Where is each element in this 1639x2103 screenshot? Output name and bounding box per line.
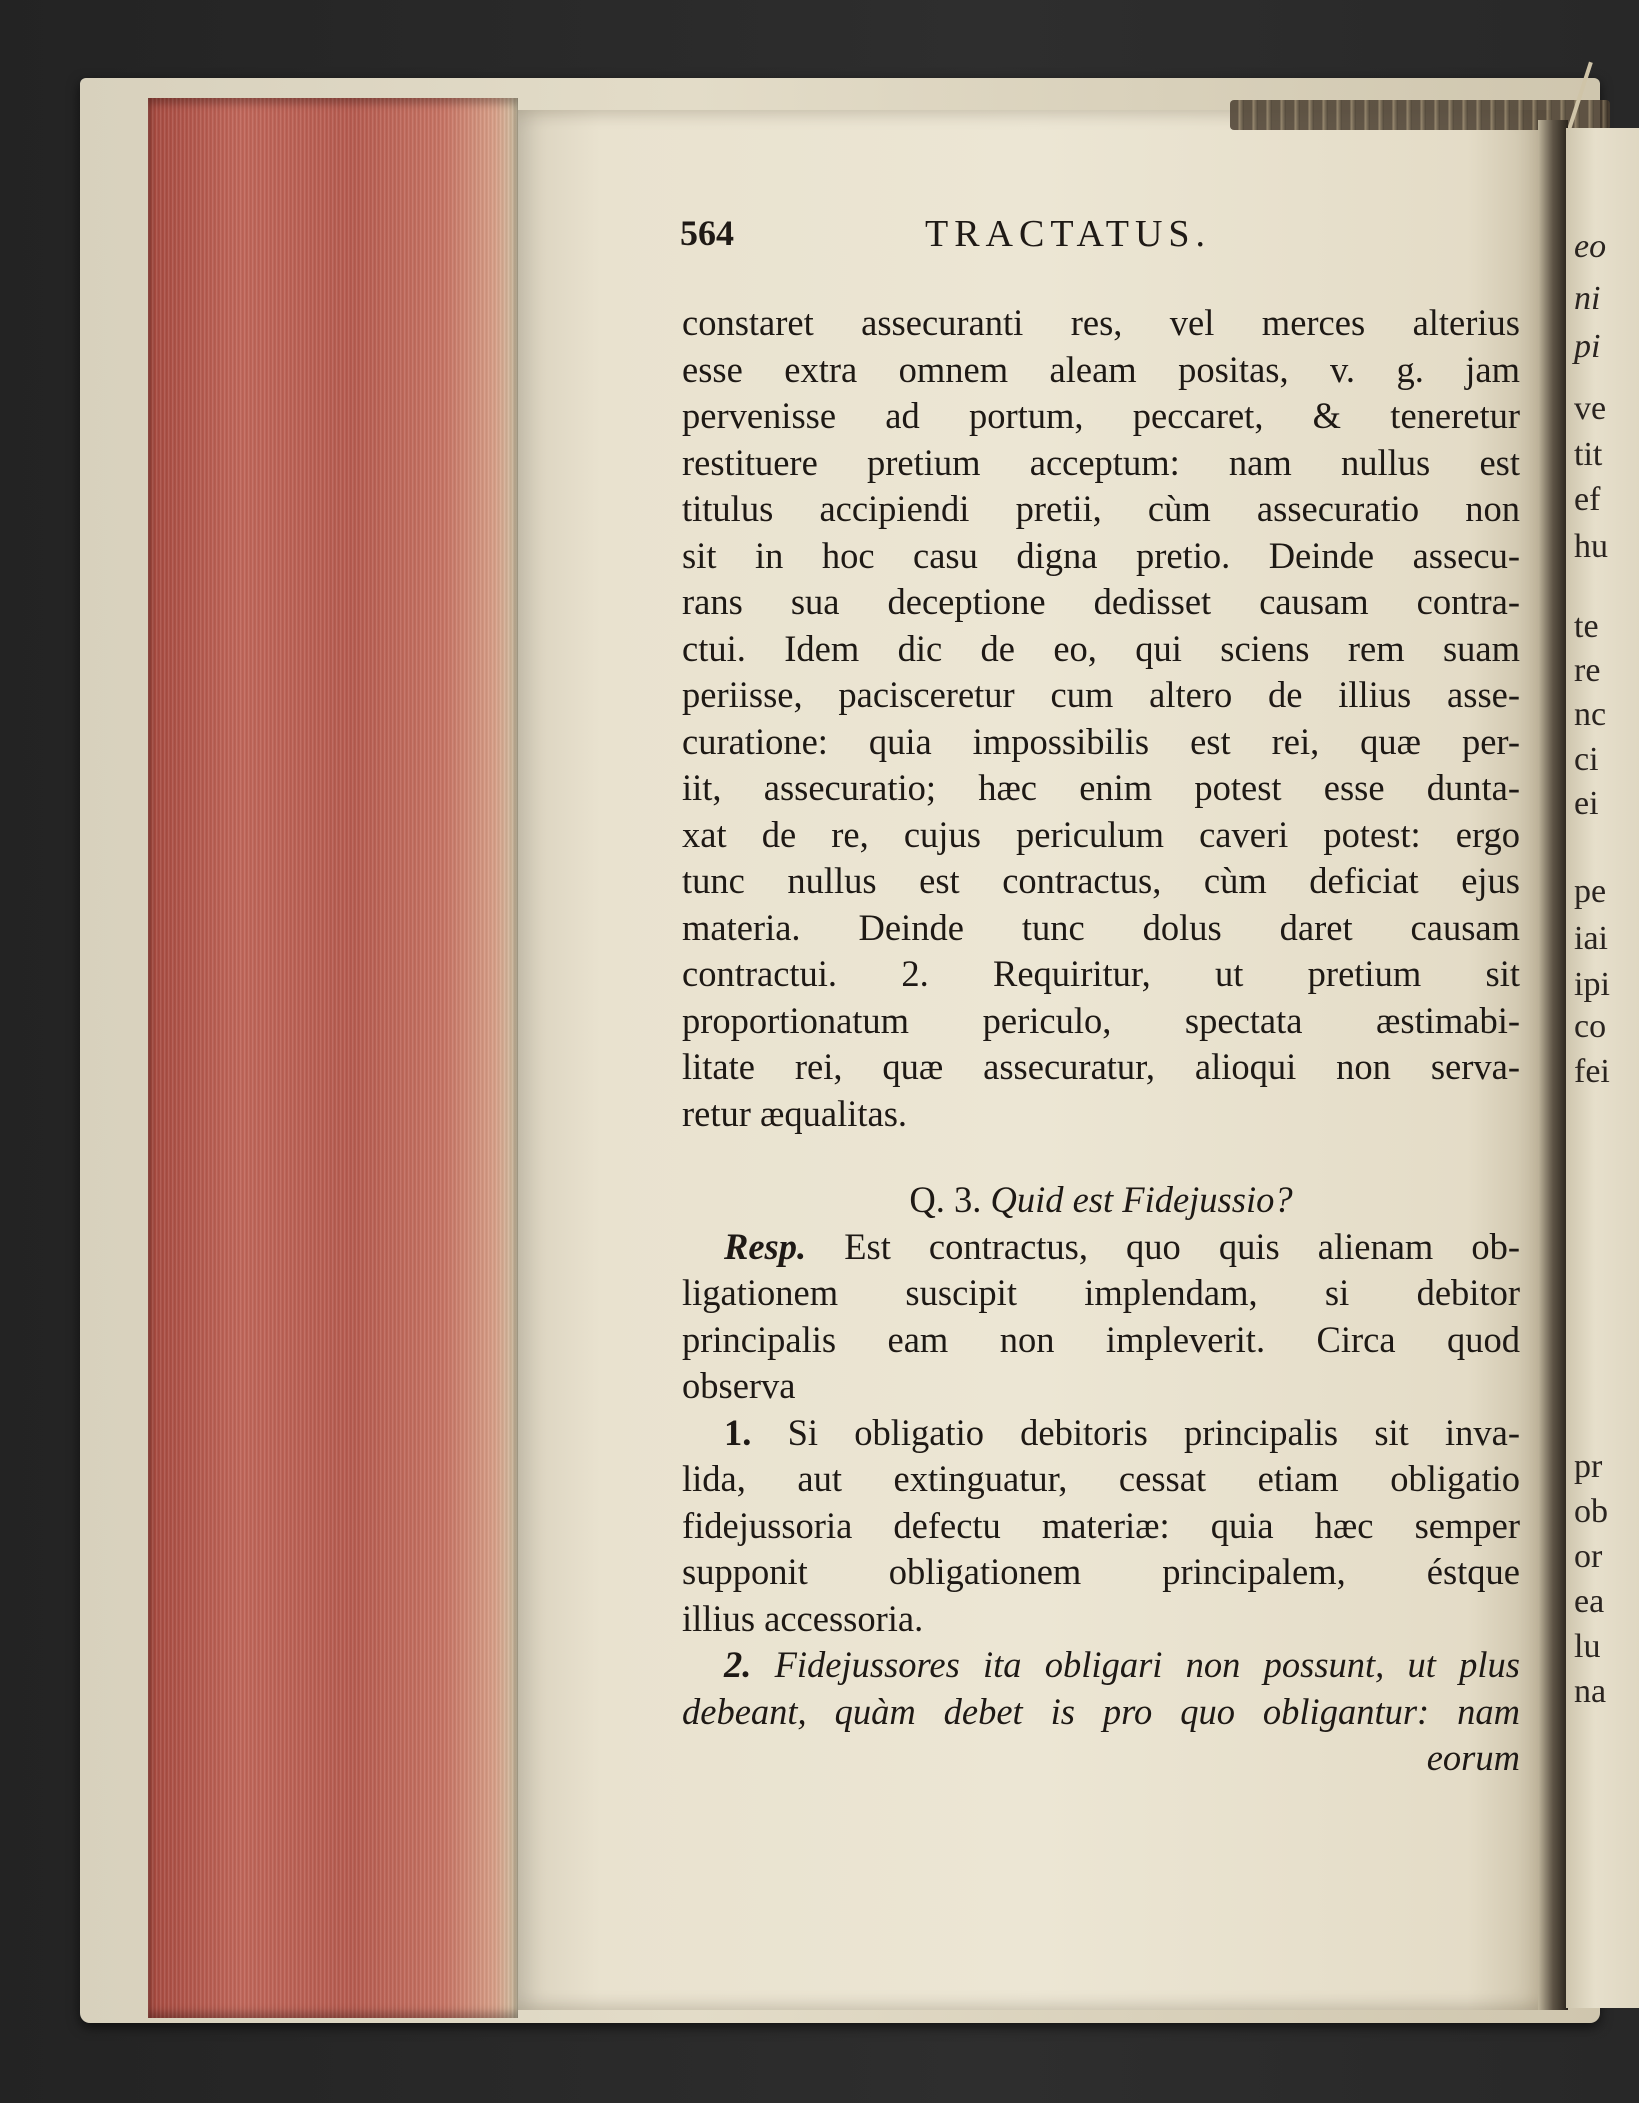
facing-page-fragment: nc [1574,696,1607,733]
text-line: retur æqualitas. [682,1092,908,1134]
item-1-line-text: Si obligatio debitoris principalis sit inva- [787,1411,1520,1453]
page-number: 564 [680,213,734,253]
facing-page-fragment: lu [1574,1628,1601,1665]
facing-page-fragment: ei [1574,785,1599,822]
text-line: observa [682,1365,796,1406]
text-line: lida, aut extinguatur, cessat etiam obligatio [682,1458,1520,1499]
text-line: materia. Deinde tunc dolus daret causam [682,906,1520,948]
item-2-second-line: debeant, quàm debet is pro quo obligantur: nam [682,1690,1520,1732]
text-line: curatione: quia impossibilis est rei, quæ per- [682,720,1520,762]
paragraph-response [682,1270,1520,1410]
text-line: tunc nullus est contractus, cùm deficiat ejus [682,860,1520,901]
facing-page-fragment: te [1574,608,1599,645]
text-line: fidejussoria defectu materiæ: quia hæc semper [682,1504,1520,1546]
body-text [682,300,1520,1782]
item-2-number: 2. [724,1644,752,1685]
facing-page-fragment: fei [1574,1053,1610,1090]
text-line: ctui. Idem dic de eo, qui sciens rem suam [682,627,1520,669]
facing-page-fragment: ob [1574,1493,1608,1530]
facing-page-fragment: pi [1574,328,1601,365]
red-page-edges [148,98,518,2018]
text-line: pervenisse ad portum, peccaret, & teneretur [682,395,1520,436]
page-header [680,212,1300,262]
facing-page-fragment: na [1574,1673,1607,1710]
facing-page-fragment: or [1574,1538,1603,1575]
text-line: litate rei, quæ assecuratur, alioqui non serva- [682,1046,1520,1087]
facing-page-fragment: ipi [1574,966,1610,1003]
facing-page-fragment: ve [1574,390,1607,427]
facing-page-fragment: ef [1574,481,1601,518]
facing-page-fragment: tit [1574,436,1603,473]
text-line: xat de re, cujus periculum caveri potest: ergo [682,813,1520,855]
facing-page-fragment: re [1574,652,1601,689]
facing-page-fragment: pe [1574,873,1607,910]
text-line: contractui. 2. Requiritur, ut pretium sit [682,953,1520,994]
response-first-line [682,1224,1520,1271]
response-line-text: Est contractus, quo quis alienam ob- [844,1225,1520,1267]
question-text: Quid est Fidejussio? [990,1179,1293,1220]
text-line: iit, assecuratio; hæc enim potest esse dunta- [682,767,1520,808]
facing-page-fragment: ci [1574,741,1599,778]
text-line: restituere pretium acceptum: nam nullus est [682,441,1520,483]
text-line: periisse, pacisceretur cum altero de illius asse- [682,674,1520,715]
question-heading [682,1177,1520,1224]
question-label: Q. 3. [909,1179,982,1220]
text-line: illius accessoria. [682,1597,924,1639]
text-line: rans sua deceptione dedisset causam contra- [682,581,1520,622]
facing-page-fragment: co [1574,1008,1607,1045]
text-line: principalis eam non impleverit. Circa quod [682,1318,1520,1360]
paragraph-item-1 [682,1456,1520,1642]
facing-page-fragment: eo [1574,228,1607,265]
facing-page-fragment: hu [1574,528,1608,565]
text-line: ligationem suscipit implendam, si debitor [682,1272,1520,1313]
text-line: supponit obligationem principalem, éstque [682,1551,1520,1592]
item-2-first-line [682,1642,1520,1689]
facing-page-fragment: iai [1574,920,1608,957]
text-line: constaret assecuranti res, vel merces alterius [682,302,1520,343]
item-1-first-line [682,1410,1520,1457]
catchword: eorum [1426,1737,1520,1778]
facing-page-edge [1566,128,1639,2008]
paragraph-assecuratio [682,300,1520,1137]
running-title: TRACTATUS. [925,213,1212,255]
text-line: titulus accipiendi pretii, cùm assecuratio non [682,488,1520,529]
response-label: Resp. [724,1225,807,1267]
facing-page-fragment: ni [1574,280,1601,317]
facing-page-fragment: ea [1574,1583,1605,1620]
item-1-number: 1. [724,1411,752,1453]
page-gutter [1538,120,1568,2010]
text-line: sit in hoc casu digna pretio. Deinde assecu- [682,534,1520,576]
facing-page-fragment: pr [1574,1448,1603,1485]
item-2-line-text: Fidejussores ita obligari non possunt, ut plus [774,1644,1520,1685]
text-line: proportionatum periculo, spectata æstimabi- [682,999,1520,1041]
text-line: esse extra omnem aleam positas, v. g. jam [682,348,1520,390]
